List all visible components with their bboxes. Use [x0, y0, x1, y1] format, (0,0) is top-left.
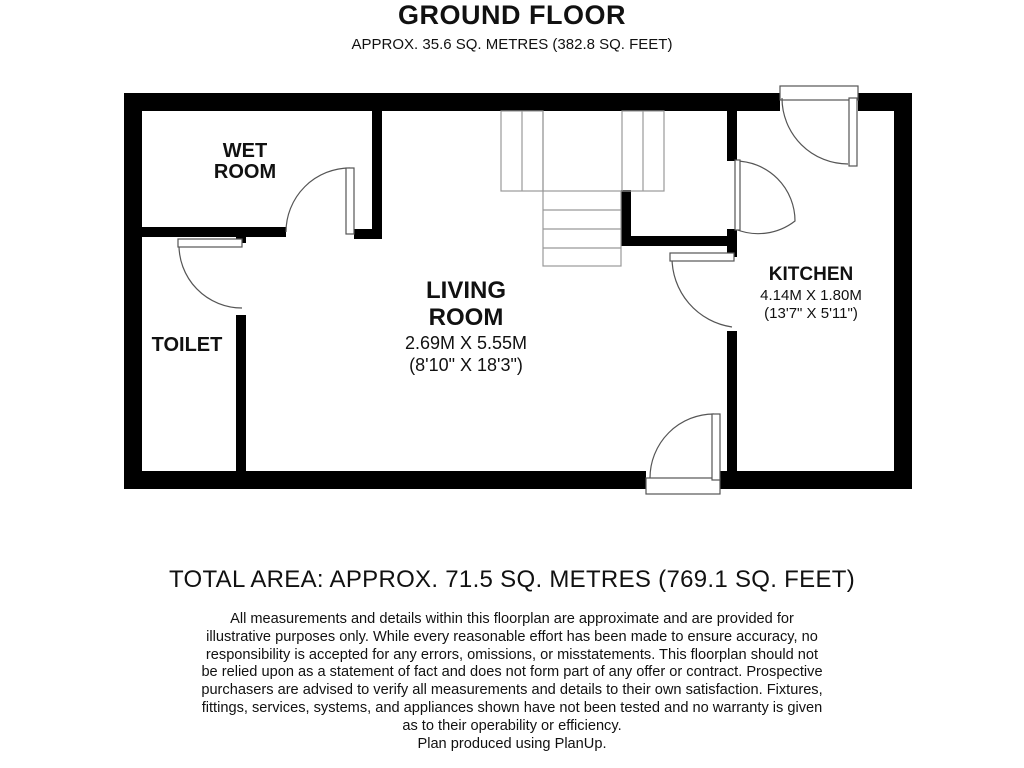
wetroom-label-line1: WET — [222, 140, 268, 162]
wall-kitchen-top — [621, 236, 737, 246]
wall-bottom-right — [720, 471, 912, 489]
disclaimer-credit: Plan produced using PlanUp. — [417, 735, 607, 752]
bottom-door-leaf — [712, 414, 720, 480]
living-room-dim-metric: 2.69M X 5.55M — [404, 333, 528, 353]
toilet-door-leaf — [178, 239, 242, 247]
living-room-label-line1: LIVING — [425, 277, 507, 304]
doors — [178, 86, 858, 494]
floor-title: GROUND FLOOR — [398, 0, 626, 30]
disclaimer-line: as to their operability or efficiency. — [402, 717, 622, 734]
kitchen-dim-metric: 4.14M X 1.80M — [760, 287, 862, 304]
wall-bottom-left — [124, 471, 646, 489]
kitchen-upper-door-swing — [735, 161, 795, 234]
total-area: TOTAL AREA: APPROX. 71.5 SQ. METRES (769.1 SQ. FEET) — [168, 566, 856, 593]
bottom-door-frame — [646, 478, 720, 494]
wetroom-door-swing — [286, 168, 350, 232]
wall-left — [124, 93, 142, 489]
wall-wetroom-right — [372, 111, 382, 239]
wall-kitchen-left-upper — [727, 111, 737, 161]
toilet-label: TOILET — [151, 334, 223, 356]
kitchen-label: KITCHEN — [768, 264, 854, 285]
floor-area-subtitle: APPROX. 35.6 SQ. METRES (382.8 SQ. FEET) — [351, 36, 673, 53]
toilet-door-swing — [179, 243, 242, 308]
living-room-dim-imperial: (8'10" X 18'3") — [409, 355, 523, 375]
wetroom-label-line2: ROOM — [213, 161, 277, 183]
wall-right — [894, 93, 912, 489]
wetroom-door-leaf — [346, 168, 354, 234]
wall-wetroom-bottom — [142, 227, 286, 237]
kitchen-upper-door-leaf — [735, 160, 740, 230]
front-door-swing — [782, 98, 848, 164]
wall-toilet-right — [236, 315, 246, 471]
disclaimer — [150, 611, 874, 753]
bottom-door-swing — [650, 414, 714, 478]
disclaimer-line: purchasers are advised to verify all measurements and details to their own satisfaction. Fixtures, — [201, 682, 823, 699]
disclaimer-line: illustrative purposes only. While every reasonable effort has been made to ensure accuracy, no — [206, 628, 818, 645]
disclaimer-line: responsibility is accepted for any errors, omissions, or misstatements. This floorplan should not — [205, 646, 819, 663]
disclaimer-line: be relied upon as a statement of fact and does not form part of any offer or contract. Prospective — [201, 664, 823, 681]
disclaimer-line: fittings, services, systems, and appliances shown have not been tested and no warranty is given — [201, 699, 823, 716]
front-door-frame — [780, 86, 858, 100]
disclaimer-line: All measurements and details within this floorplan are approximate and are provided for — [230, 611, 794, 627]
kitchen-left-door-swing — [672, 257, 732, 327]
kitchen-dim-imperial: (13'7" X 5'11") — [764, 305, 858, 322]
wall-kitchen-left-lower — [727, 331, 737, 489]
wall-wetroom-stub — [354, 229, 382, 239]
kitchen-left-door-leaf — [670, 253, 734, 261]
front-door-leaf — [849, 98, 857, 166]
living-room-label-line2: ROOM — [428, 304, 504, 331]
wall-top-left — [124, 93, 780, 111]
